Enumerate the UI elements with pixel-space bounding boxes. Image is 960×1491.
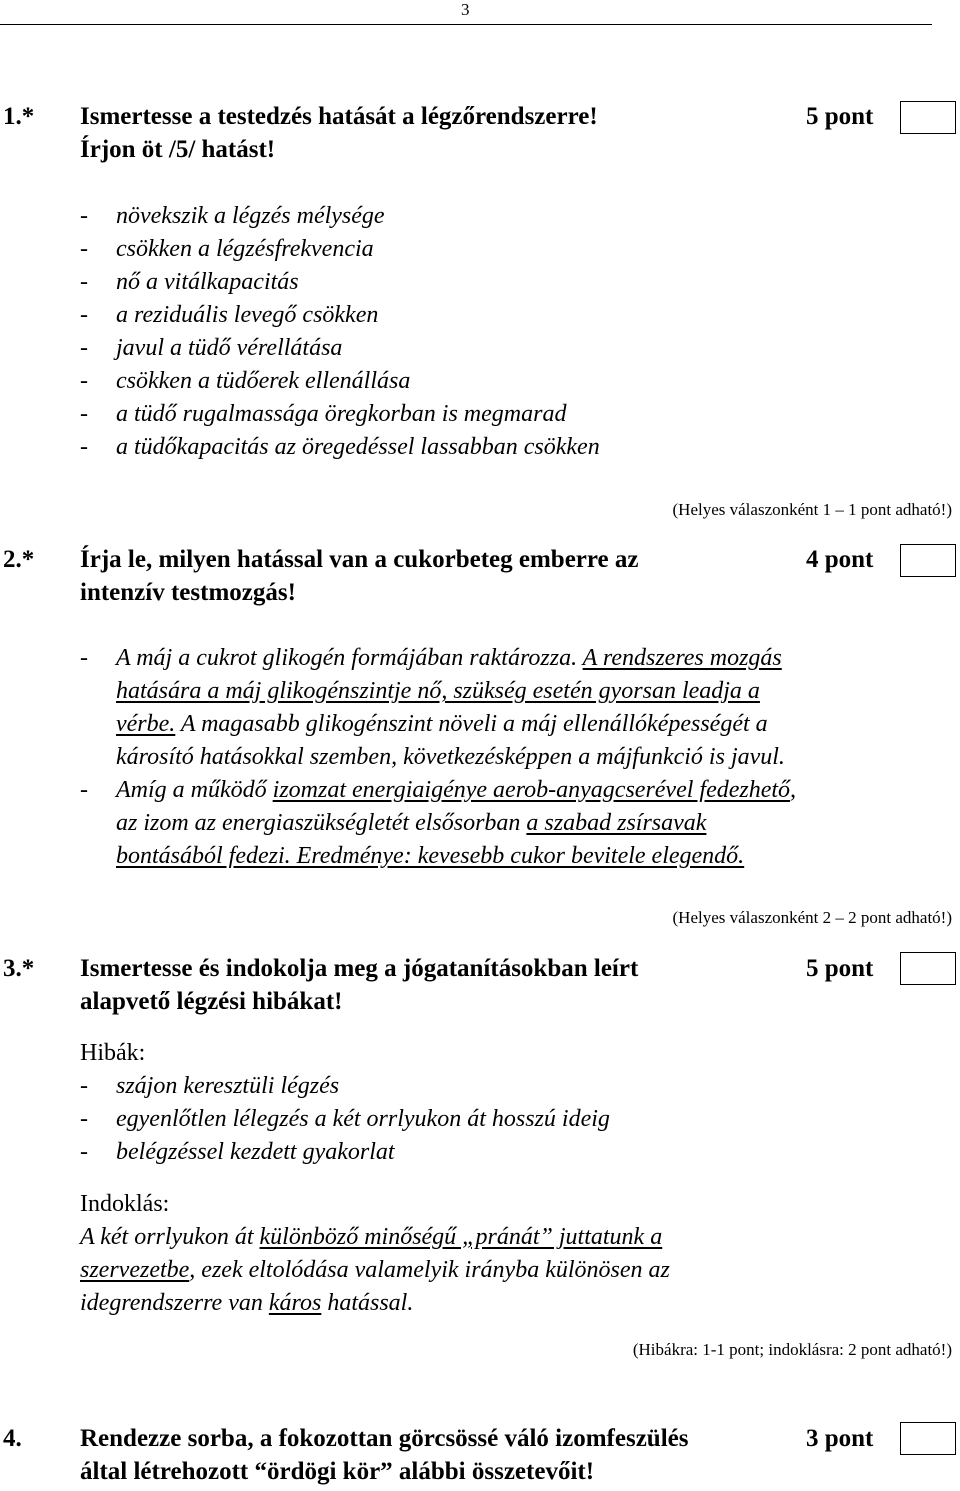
q1-number: 1.* [3,103,35,130]
list-item: - [80,401,88,427]
list-dash: - [80,1073,88,1099]
header-rule [0,24,932,25]
list-item: egyenlőtlen lélegzés a két orrlyukon át hosszú ideig [116,1106,610,1132]
list-item: a tüdő rugalmassága öregkorban is megmarad [116,401,567,427]
q4-score-box[interactable] [900,1422,956,1455]
list-dash: - [80,1139,88,1165]
q2-a1-line3: vérbe. A magasabb glikogénszint növeli a máj ellenállóképességét a [116,711,768,737]
list-item: csökken a légzésfrekvencia [116,236,374,262]
q3-title-line1: Ismertesse és indokolja meg a jógatanításokban leírt [80,955,639,982]
q3-points: 5 pont [806,955,874,982]
q4-number: 4. [3,1425,22,1452]
list-dash: - [80,777,88,803]
q3-reason-line1: A két orrlyukon át különböző minőségű „pránát” juttatunk a [80,1224,663,1250]
q3-number: 3.* [3,955,35,982]
q2-number: 2.* [3,546,35,573]
list-item: szájon keresztüli légzés [116,1073,340,1099]
q2-points: 4 pont [806,546,874,573]
list-item: növekszik a légzés mélysége [116,203,385,229]
q3-reason-line3: idegrendszerre van káros hatással. [80,1290,414,1316]
q4-title-line1: Rendezze sorba, a fokozottan görcsössé váló izomfeszülés [80,1425,689,1452]
q2-a2-line3: bontásából fedezi. Eredménye: kevesebb cukor bevitele elegendő. [116,843,745,869]
q1-scoring-note: (Helyes válaszonként 1 – 1 pont adható!) [672,500,952,519]
q3-title-line2: alapvető légzési hibákat! [80,988,343,1015]
q2-title-line1: Írja le, milyen hatással van a cukorbeteg emberre az [80,546,639,573]
list-dash: - [80,1106,88,1132]
q4-points: 3 pont [806,1425,874,1452]
q3-score-box[interactable] [900,952,956,985]
q2-title-line2: intenzív testmozgás! [80,579,296,606]
list-item: - [80,203,88,229]
list-item: - [80,302,88,328]
page-number: 3 [461,0,470,19]
q1-title-line1: Ismertesse a testedzés hatását a légzőrendszerre! [80,103,598,130]
q3-scoring-note: (Hibákra: 1-1 pont; indoklásra: 2 pont adható!) [632,1340,952,1359]
q3-reason-heading: Indoklás: [80,1191,170,1217]
q2-a1-line1: A máj a cukrot glikogén formájában raktározza. A rendszeres mozgás [116,645,782,671]
q2-a2-line1: Amíg a működő izomzat energiaigénye aerob-anyagcserével fedezhető, [116,777,797,803]
q2-a1-line2: hatására a máj glikogénszintje nő, szükség esetén gyorsan leadja a [116,678,760,704]
list-item: a tüdőkapacitás az öregedéssel lassabban csökken [116,434,600,460]
list-item: a reziduális levegő csökken [116,302,379,328]
list-item: csökken a tüdőerek ellenállása [116,368,411,394]
list-item: - [80,335,88,361]
q2-scoring-note: (Helyes válaszonként 2 – 2 pont adható!) [672,908,952,927]
q1-score-box[interactable] [900,101,956,134]
q2-a2-line2: az izom az energiaszükségletét elsősorban a szabad zsírsavak [116,810,707,836]
q3-errors-heading: Hibák: [80,1040,146,1066]
list-item: - [80,269,88,295]
q4-title-line2: által létrehozott “ördögi kör” alábbi összetevőit! [80,1458,595,1485]
list-item: - [80,434,88,460]
q1-title-line2: Írjon öt /5/ hatást! [80,136,276,163]
list-item: - [80,236,88,262]
list-item: belégzéssel kezdett gyakorlat [116,1139,395,1165]
list-dash: - [80,645,88,671]
list-item: javul a tüdő vérellátása [116,335,343,361]
q2-score-box[interactable] [900,544,956,577]
list-item: nő a vitálkapacitás [116,269,299,295]
q2-a1-line4: károsító hatásokkal szemben, következésképpen a májfunkció is javul. [116,744,785,770]
list-item: - [80,368,88,394]
q3-reason-line2: szervezetbe, ezek eltolódása valamelyik irányba különösen az [80,1257,670,1283]
q1-points: 5 pont [806,103,874,130]
